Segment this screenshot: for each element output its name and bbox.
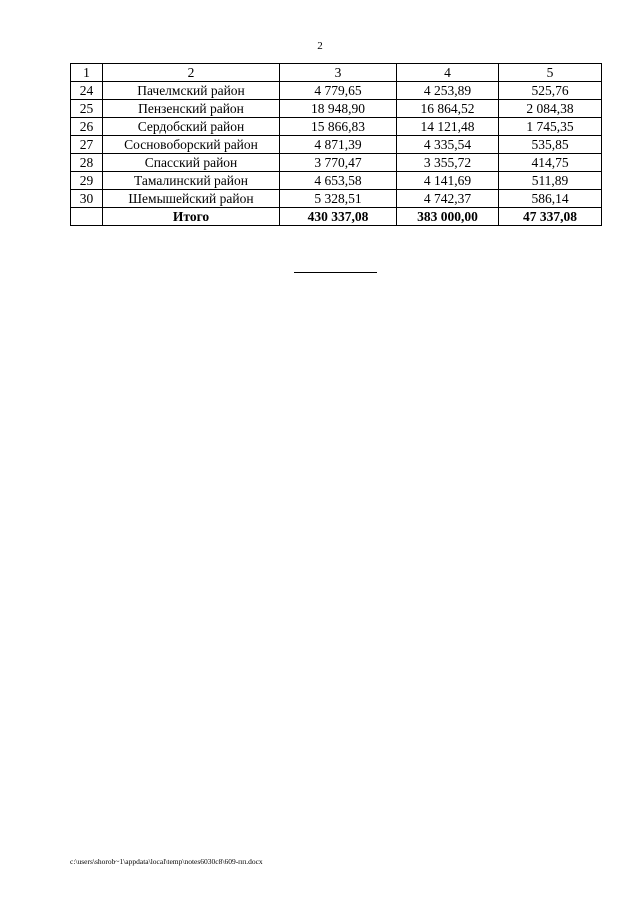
value-cell: 4 335,54 <box>397 136 499 154</box>
row-number-cell: 29 <box>71 172 103 190</box>
value-cell: 14 121,48 <box>397 118 499 136</box>
header-cell: 1 <box>71 64 103 82</box>
row-number-cell: 24 <box>71 82 103 100</box>
page-number: 2 <box>317 40 323 52</box>
value-cell: 586,14 <box>499 190 602 208</box>
value-cell: 4 653,58 <box>280 172 397 190</box>
value-cell: 4 779,65 <box>280 82 397 100</box>
value-cell: 2 084,38 <box>499 100 602 118</box>
table-row <box>71 190 602 208</box>
table-row <box>71 100 602 118</box>
district-name-cell: Сосновоборский район <box>103 136 280 154</box>
value-cell: 4 141,69 <box>397 172 499 190</box>
district-name-cell: Пачелмский район <box>103 82 280 100</box>
row-number-cell: 25 <box>71 100 103 118</box>
total-value-cell: 383 000,00 <box>397 208 499 226</box>
value-cell: 1 745,35 <box>499 118 602 136</box>
total-value-cell: 47 337,08 <box>499 208 602 226</box>
header-cell: 2 <box>103 64 280 82</box>
district-name-cell: Сердобский район <box>103 118 280 136</box>
value-cell: 16 864,52 <box>397 100 499 118</box>
value-cell: 18 948,90 <box>280 100 397 118</box>
table-header-row <box>71 64 602 82</box>
row-number-cell: 26 <box>71 118 103 136</box>
total-empty-cell <box>71 208 103 226</box>
value-cell: 4 742,37 <box>397 190 499 208</box>
value-cell: 4 871,39 <box>280 136 397 154</box>
table-total-row <box>71 208 602 226</box>
value-cell: 525,76 <box>499 82 602 100</box>
table-row <box>71 82 602 100</box>
header-cell: 4 <box>397 64 499 82</box>
footer-file-path: c:\users\shorob~1\appdata\local\temp\notes6030c8\609-пп.docx <box>70 857 263 866</box>
district-name-cell: Спасский район <box>103 154 280 172</box>
value-cell: 15 866,83 <box>280 118 397 136</box>
separator-line <box>294 272 377 273</box>
total-value-cell: 430 337,08 <box>280 208 397 226</box>
table-row <box>71 136 602 154</box>
value-cell: 535,85 <box>499 136 602 154</box>
value-cell: 414,75 <box>499 154 602 172</box>
value-cell: 511,89 <box>499 172 602 190</box>
district-name-cell: Тамалинский район <box>103 172 280 190</box>
table-row <box>71 118 602 136</box>
header-cell: 3 <box>280 64 397 82</box>
data-table <box>70 63 602 226</box>
row-number-cell: 30 <box>71 190 103 208</box>
district-name-cell: Пензенский район <box>103 100 280 118</box>
value-cell: 4 253,89 <box>397 82 499 100</box>
table-row <box>71 172 602 190</box>
value-cell: 3 355,72 <box>397 154 499 172</box>
header-cell: 5 <box>499 64 602 82</box>
district-name-cell: Шемышейский район <box>103 190 280 208</box>
row-number-cell: 28 <box>71 154 103 172</box>
value-cell: 3 770,47 <box>280 154 397 172</box>
row-number-cell: 27 <box>71 136 103 154</box>
total-label-cell: Итого <box>103 208 280 226</box>
value-cell: 5 328,51 <box>280 190 397 208</box>
table-row <box>71 154 602 172</box>
